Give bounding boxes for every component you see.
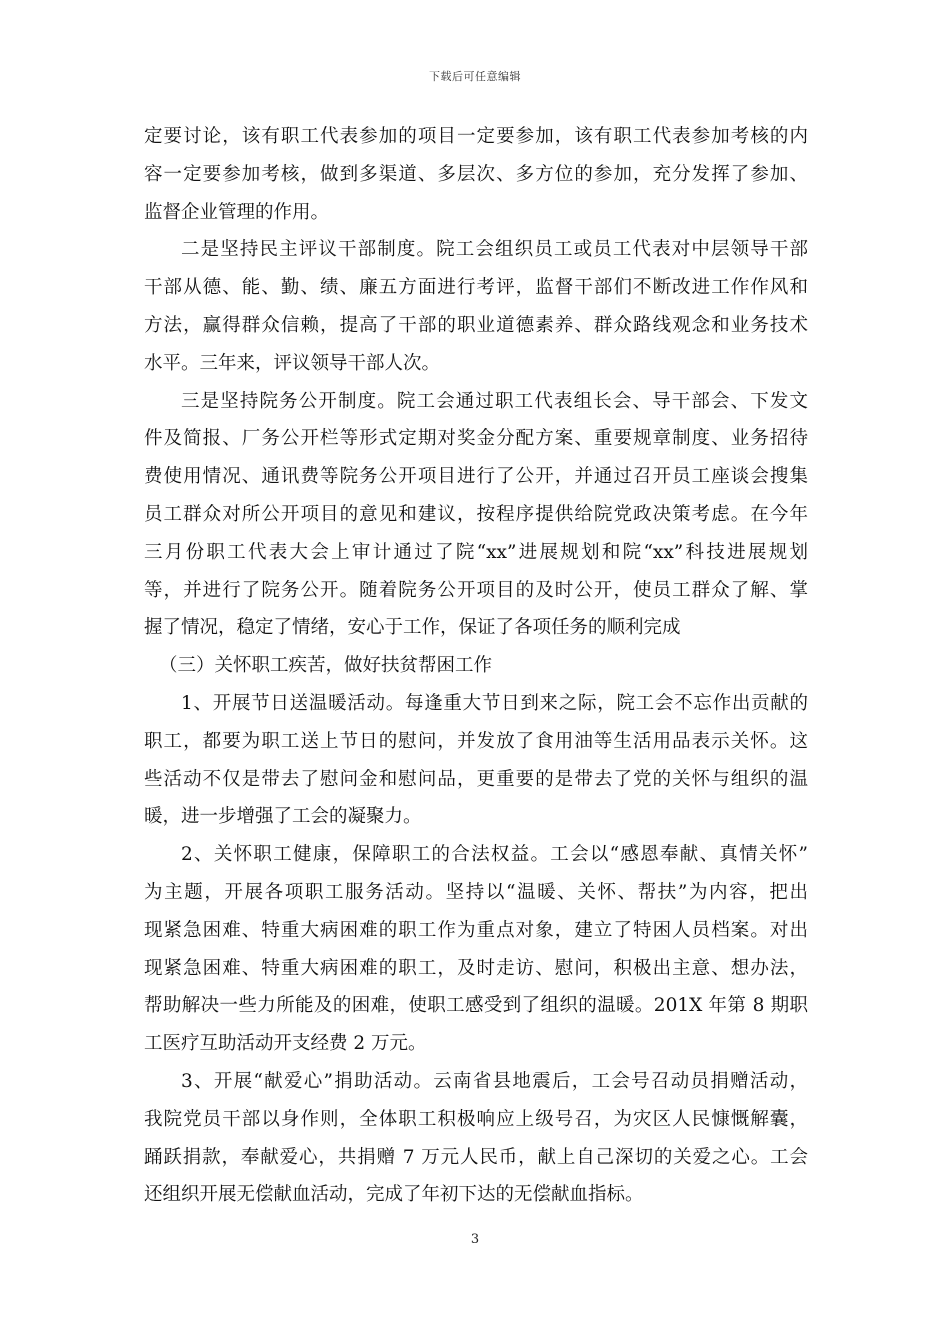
- body-line: 方法，赢得群众信赖，提高了干部的职业道德素养、群众路线观念和业务技术: [144, 314, 808, 336]
- body-line: 工医疗互助活动开支经费 2 万元。: [144, 1033, 427, 1055]
- body-line: 为主题，开展各项职工服务活动。坚持以“温暖、关怀、帮扶”为内容，把出: [144, 881, 808, 903]
- body-line: 容一定要参加考核，做到多渠道、多层次、多方位的参加，充分发挥了参加、: [144, 163, 808, 185]
- body-line: 水平。三年来，评议领导干部人次。: [144, 352, 441, 374]
- body-line: 握了情况，稳定了情绪，安心于工作，保证了各项任务的顺利完成: [144, 617, 681, 639]
- body-line: 我院党员干部以身作则，全体职工积极响应上级号召，为灾区人民慷慨解囊，: [144, 1108, 808, 1130]
- body-line: 暖，进一步增强了工会的凝聚力。: [144, 806, 422, 828]
- body-line: 三是坚持院务公开制度。院工会通过职工代表组长会、导干部会、下发文: [181, 390, 808, 412]
- body-line: 帮助解决一些力所能及的困难，使职工感受到了组织的温暖。201X 年第 8 期职: [144, 995, 808, 1017]
- body-line: 现紧急困难、特重大病困难的职工，及时走访、慰问，积极出主意、想办法，: [144, 957, 808, 979]
- body-line: 二是坚持民主评议干部制度。院工会组织员工或员工代表对中层领导干部: [181, 239, 808, 261]
- body-line: 等，并进行了院务公开。随着院务公开项目的及时公开，使员工群众了解、掌: [144, 579, 808, 601]
- body-line: 踊跃捐款，奉献爱心，共捐赠 7 万元人民币，献上自己深切的关爱之心。工会: [144, 1146, 808, 1168]
- body-line: 些活动不仅是带去了慰问金和慰问品，更重要的是带去了党的关怀与组织的温: [144, 768, 808, 790]
- body-line: 2、关怀职工健康，保障职工的合法权益。工会以“感恩奉献、真情关怀”: [181, 844, 808, 866]
- body-line: 职工，都要为职工送上节日的慰问，并发放了食用油等生活用品表示关怀。这: [144, 730, 808, 752]
- body-line: 还组织开展无偿献血活动，完成了年初下达的无偿献血指标。: [144, 1184, 644, 1206]
- body-line: 员工群众对所公开项目的意见和建议，按程序提供给院党政决策考虑。在今年: [144, 503, 808, 525]
- body-line: 三月份职工代表大会上审计通过了院“xx”进展规划和院“xx”科技进展规划: [144, 541, 808, 563]
- body-line: 现紧急困难、特重大病困难的职工作为重点对象，建立了特困人员档案。对出: [144, 919, 808, 941]
- section-heading: （三）关怀职工疾苦，做好扶贫帮困工作: [159, 655, 493, 677]
- page-number: 3: [470, 1232, 480, 1247]
- body-line: 监督企业管理的作用。: [144, 201, 330, 223]
- page-header: 下载后可任意编辑: [429, 70, 521, 83]
- body-line: 件及简报、厂务公开栏等形式定期对奖金分配方案、重要规章制度、业务招待: [144, 428, 808, 450]
- document-body: [144, 118, 808, 1214]
- body-line: 定要讨论，该有职工代表参加的项目一定要参加，该有职工代表参加考核的内: [144, 126, 808, 147]
- body-line: 3、开展“献爱心”捐助活动。云南省县地震后，工会号召动员捐赠活动，: [181, 1070, 808, 1092]
- body-line: 费使用情况、通讯费等院务公开项目进行了公开，并通过召开员工座谈会搜集: [144, 466, 808, 488]
- body-line: 1、开展节日送温暖活动。每逢重大节日到来之际，院工会不忘作出贡献的: [181, 692, 808, 714]
- body-line: 干部从德、能、勤、绩、廉五方面进行考评，监督干部们不断改进工作作风和: [144, 277, 808, 299]
